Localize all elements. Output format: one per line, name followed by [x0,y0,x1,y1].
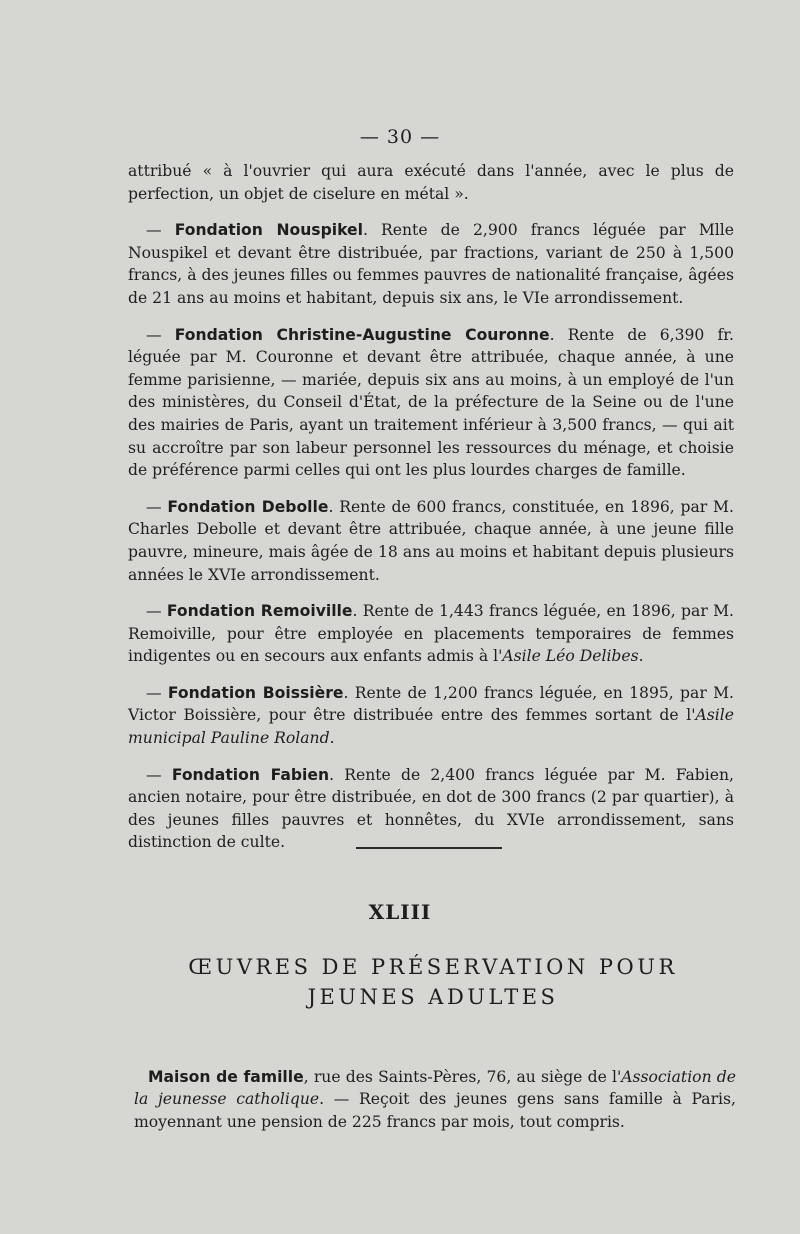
dash: — [146,683,168,702]
fondation-paragraph [128,324,734,482]
maison-text: , rue des Saints-Pères, 76, au siège de l' [303,1067,622,1086]
fondation-paragraph [128,600,734,668]
dash: — [146,221,175,240]
fondation-text: . Rente de 2,400 francs léguée par M. Fabien, ancien notaire, pour être distribuée, en dot de 300 francs (2 par quartier), à des jeunes filles pauvres et honnêtes, du XVIe arrondissement, sans distinction de culte. [128,765,734,852]
fondation-paragraph [128,496,734,586]
asile-name: Asile municipal Pauline Roland [128,706,734,748]
page-body [128,160,734,868]
asile-name: Asile Léo Delibes [502,647,639,666]
fondation-name: Fondation Fabien [171,765,330,784]
fondation-paragraph [128,219,734,309]
dash: — [146,325,175,344]
sentence-end: . [329,729,335,748]
fondation-paragraph [128,682,734,750]
fondation-name: Fondation Boissière [167,683,344,702]
page-number: — 30 — [359,126,441,148]
horizontal-rule [356,847,502,849]
fondation-text: . Rente de 2,900 francs léguée par Mlle Nouspikel et devant être distribuée, par fractions, variant de 250 à 1,500 francs, à des jeunes filles ou femmes pauvres de nationalité française, âgées de 21 ans au moins et habitant, depuis six ans, le VIe arrondissement. [128,221,734,307]
section-number: XLIII [368,900,432,924]
fondation-text: . Rente de 1,443 francs léguée, en 1896, par M. Remoiville, pour être employée en placements temporaires de femmes indigentes ou en secours aux enfants admis à l' [128,602,735,666]
sentence-end: . [638,647,644,666]
fondation-name: Fondation Debolle [167,497,329,516]
maison-text: . — Reçoit des jeunes gens sans famille à Paris, moyennant une pension de 225 francs par mois, tout compris. [134,1090,736,1131]
dash: — [146,602,167,621]
dash: — [146,497,168,516]
fondation-text: . Rente de 600 francs, constituée, en 1896, par M. Charles Debolle et devant être attribuée, chaque année, à une jeune fille pauvre, mineure, mais âgée de 18 ans au moins et habitant depuis plusieurs années le XVIe arrondissement. [128,497,734,584]
maison-name: Maison de famille [148,1067,304,1086]
maison-paragraph [134,1066,736,1134]
dash: — [146,765,172,784]
section-title: ŒUVRES DE PRÉSERVATION POUR JEUNES ADULTES [188,955,678,1009]
fondation-name: Fondation Christine-Augustine Couronne [174,325,550,344]
fondation-text: . Rente de 1,200 francs léguée, en 1895, par M. Victor Boissière, pour être distribuée entre des femmes sortant de l' [128,683,734,725]
fondation-name: Fondation Remoiville [166,602,353,621]
intro-paragraph: attribué « à l'ouvrier qui aura exécuté dans l'année, avec le plus de perfection, un objet de ciselure en métal ». [128,162,734,203]
fondation-text: . Rente de 6,390 fr. léguée par M. Couronne et devant être attribuée, chaque année, à une femme parisienne, — mariée, depuis six ans au moins, à un employé de l'un des ministères, du Conseil d'État, de la préfecture de la Seine ou de l'une des mairies de Paris, ayant un traitement inférieur à 3,500 francs, — qui ait su accroître par son labeur personnel les ressources du ménage, et choisie de préférence parmi celles qui ont les plus lourdes charges de famille. [128,325,734,480]
fondation-paragraph [128,764,734,854]
fondation-name: Fondation Nouspikel [174,221,363,240]
association-name: Association de la jeunesse catholique [134,1067,736,1109]
